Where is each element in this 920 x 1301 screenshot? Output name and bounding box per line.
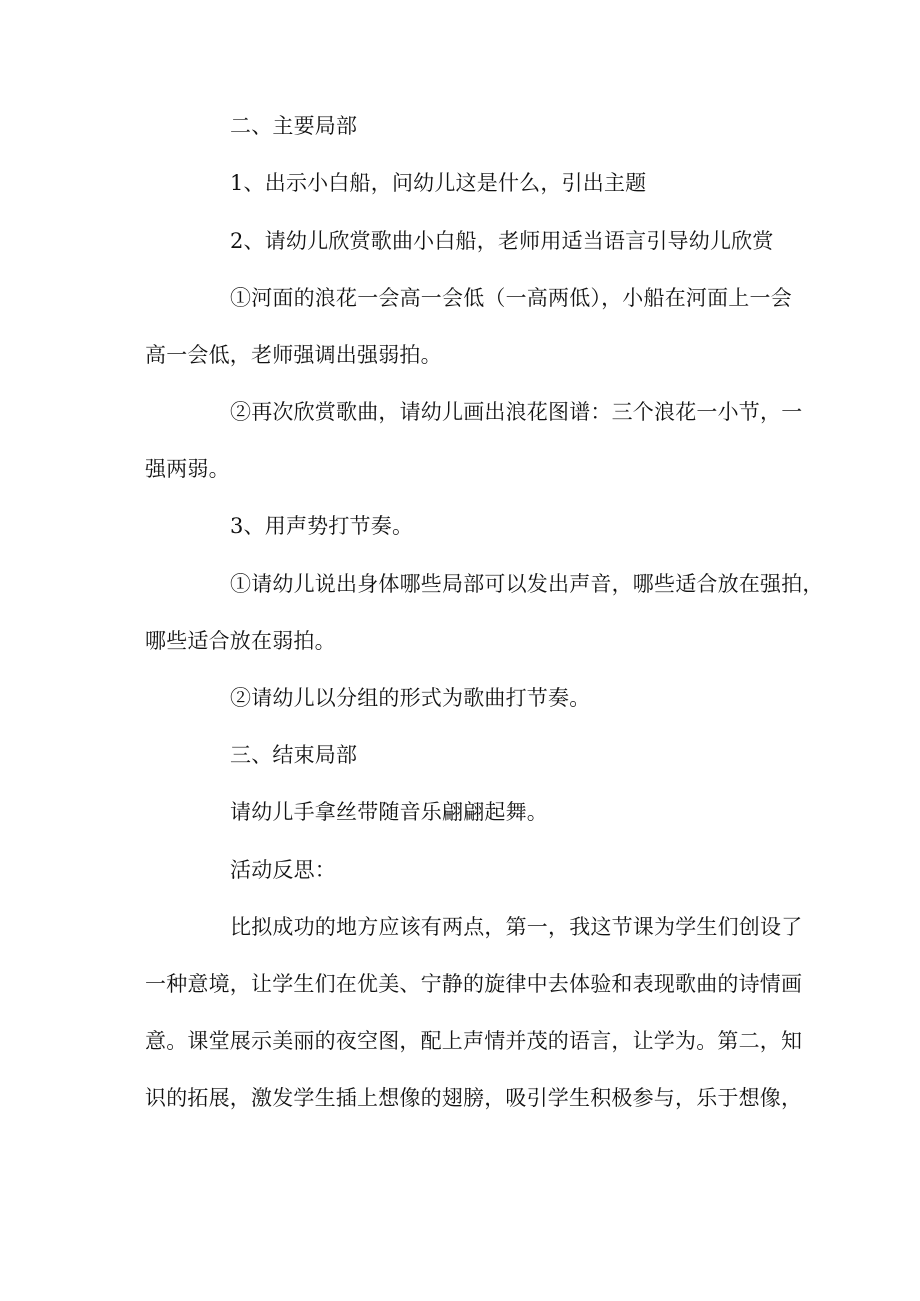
paragraph-line: 意。课堂展示美丽的夜空图，配上声情并茂的语言，让学为。第二，知 [145, 1029, 803, 1053]
paragraph-line: 哪些适合放在弱拍。 [145, 629, 336, 653]
paragraph-line: ②请幼儿以分组的形式为歌曲打节奏。 [230, 686, 591, 710]
paragraph-line: ①河面的浪花一会高一会低（一高两低），小船在河面上一会 [230, 286, 792, 310]
paragraph-line: ②再次欣赏歌曲，请幼儿画出浪花图谱：三个浪花一小节，一 [230, 400, 803, 424]
reflection-heading: 活动反思： [230, 858, 336, 882]
paragraph-line: 请幼儿手拿丝带随音乐翩翩起舞。 [230, 800, 548, 824]
paragraph-line: 一种意境，让学生们在优美、宁静的旋律中去体验和表现歌曲的诗情画 [145, 972, 803, 996]
paragraph-line: 识的拓展，激发学生插上想像的翅膀，吸引学生积极参与，乐于想像， [145, 1086, 803, 1110]
step-3-text: 3、用声势打节奏。 [230, 514, 414, 538]
step-1-text: 1、出示小白船，问幼儿这是什么，引出主题 [230, 171, 647, 195]
paragraph-line: 高一会低，老师强调出强弱拍。 [145, 343, 442, 367]
paragraph-line: ①请幼儿说出身体哪些局部可以发出声音，哪些适合放在强拍， [230, 572, 824, 596]
step-2-text: 2、请幼儿欣赏歌曲小白船，老师用适当语言引导幼儿欣赏 [230, 229, 774, 253]
section-heading-end: 三、结束局部 [230, 743, 358, 767]
paragraph-line: 比拟成功的地方应该有两点，第一，我这节课为学生们创设了 [230, 915, 803, 939]
paragraph-line: 强两弱。 [145, 457, 230, 481]
section-heading-main: 二、主要局部 [230, 114, 358, 138]
